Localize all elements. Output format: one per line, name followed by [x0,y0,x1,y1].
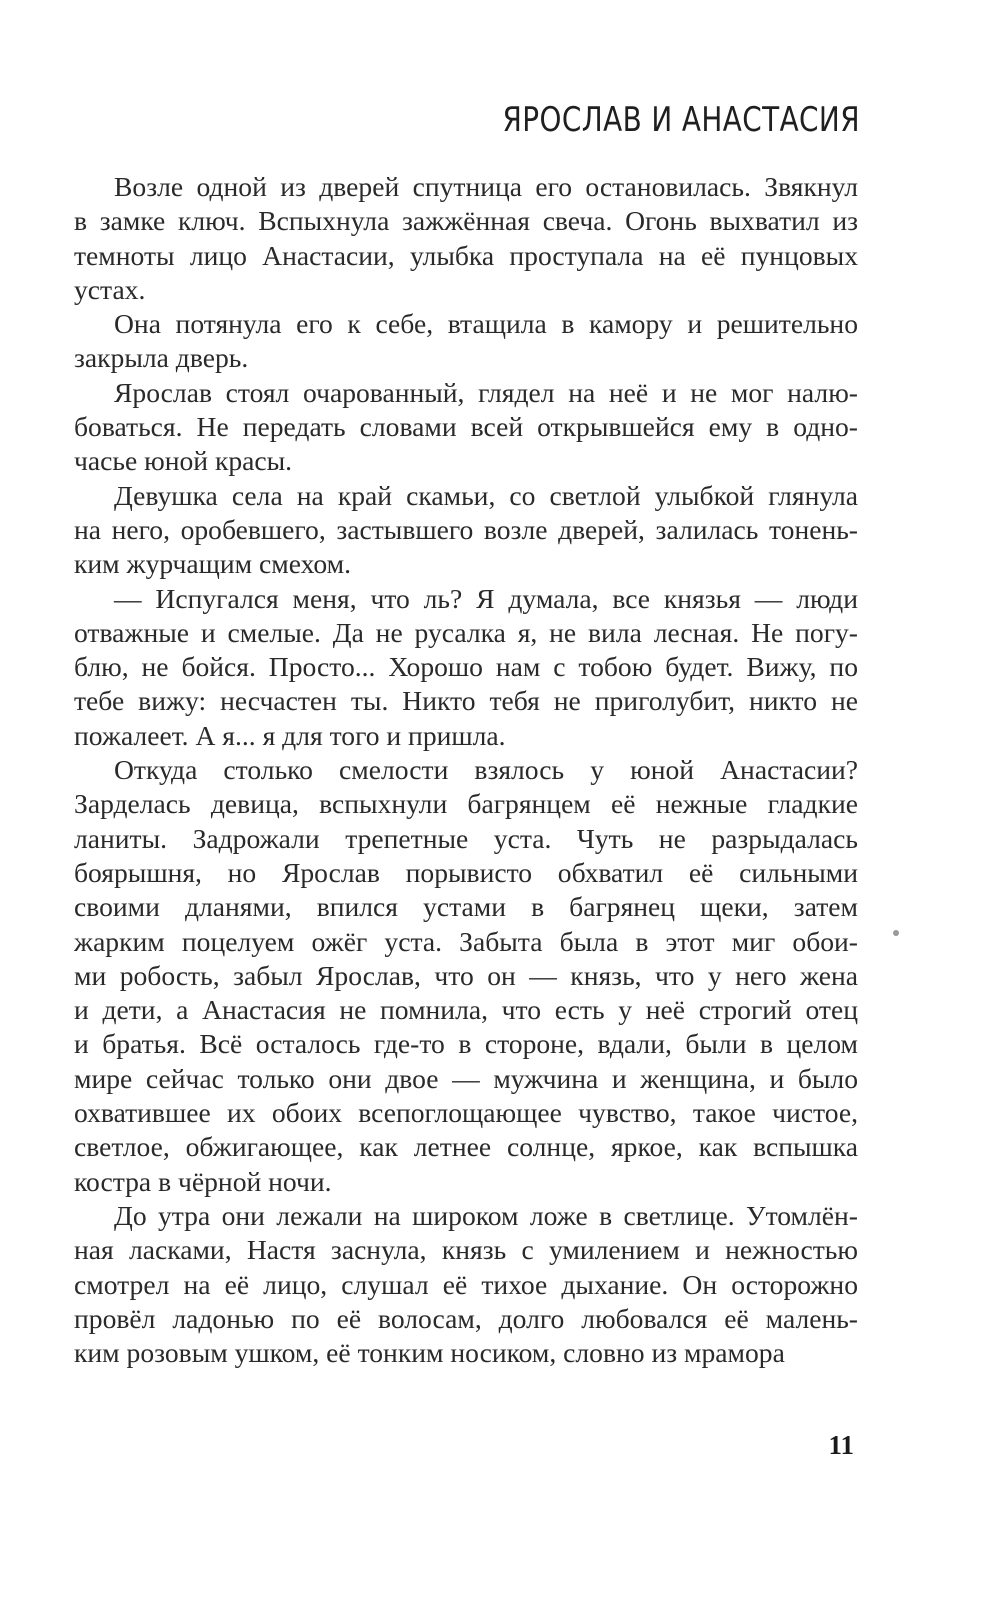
text-line: ная ласками, Настя заснула, князь с умилением и нежностью [74,1234,858,1266]
paragraph [74,1199,858,1370]
paragraph [74,753,858,1199]
text-line: своими дланями, впился устами в багрянец щеки, затем [74,891,858,923]
text-line: Возле одной из дверей спутница его остановилась. Звякнул [114,171,858,202]
text-line: ланиты. Задрожали трепетные уста. Чуть не разрыдалась [74,822,858,854]
text-line: Ярослав стоял очарованный, глядел на неё и не мог налю- [114,376,858,408]
page-number: 11 [828,1430,854,1460]
text-line: охватившее их обоих всепоглощающее чувство, такое чистое, [74,1097,858,1129]
text-line: До утра они лежали на широком ложе в светлице. Утомлён- [114,1199,858,1231]
text-line: устах. [74,273,146,305]
text-line: ким розовым ушком, её тонким носиком, словно из мрамора [74,1337,785,1369]
running-title: ЯРОСЛАВ И АНАСТАСИЯ [502,100,860,140]
text-line: мире сейчас только они двое — мужчина и женщина, и было [74,1062,858,1094]
text-line: Девушка села на край скамьи, со светлой улыбкой глянула [114,479,858,511]
text-line: тебе вижу: несчастен ты. Никто тебя не приголубит, никто не [74,685,858,717]
paragraph [74,376,858,479]
paragraph [74,307,858,376]
text-line: смотрел на её лицо, слушал её тихое дыхание. Он осторожно [74,1268,858,1300]
text-line: провёл ладонью по её волосам, долго любовался её малень- [74,1302,858,1334]
paragraph [74,479,858,582]
text-line: Откуда столько смелости взялось у юной Анастасии? [114,754,858,786]
text-line: ми робость, забыл Ярослав, что он — князь, что у него жена [74,959,858,991]
text-line: костра в чёрной ночи. [74,1165,332,1197]
text-line: и дети, а Анастасия не помнила, что есть у неё строгий отец [74,994,858,1026]
text-line: темноты лицо Анастасии, улыбка проступала на её пунцовых [74,239,858,271]
text-line: на него, оробевшего, застывшего возле дверей, залилась тонень- [74,513,858,545]
text-line: светлое, обжигающее, как летнее солнце, яркое, как вспышка [74,1131,858,1163]
text-line: закрыла дверь. [74,342,249,374]
text-line: блю, не бойся. Просто... Хорошо нам с тобою будет. Вижу, по [74,651,858,683]
text-line: часье юной красы. [74,445,293,477]
text-line: жарким поцелуем ожёг уста. Забыта была в этот миг обои- [74,925,858,957]
text-line: боваться. Не передать словами всей открывшейся ему в одно- [74,411,858,443]
text-line: пожалеет. А я... я для того и пришла. [74,719,506,751]
text-line: и братья. Всё осталось где-то в стороне, вдали, были в целом [74,1028,858,1060]
text-line: Зарделась девица, вспыхнули багрянцем её нежные гладкие [74,788,858,820]
text-line: ким журчащим смехом. [74,548,351,580]
text-line: Она потянула его к себе, втащила в камору и решительно [114,308,858,340]
print-speck [893,930,899,936]
text-line: — Испугался меня, что ль? Я думала, все князья — люди [114,582,858,614]
paragraph [74,170,858,307]
text-line: в замке ключ. Вспыхнула зажжённая свеча. Огонь выхватил из [74,205,858,237]
text-line: боярышня, но Ярослав порывисто обхватил её сильными [74,856,858,888]
text-line: отважные и смелые. Да не русалка я, не вила лесная. Не погу- [74,616,858,648]
paragraph [74,582,858,753]
body-text [74,170,858,1370]
